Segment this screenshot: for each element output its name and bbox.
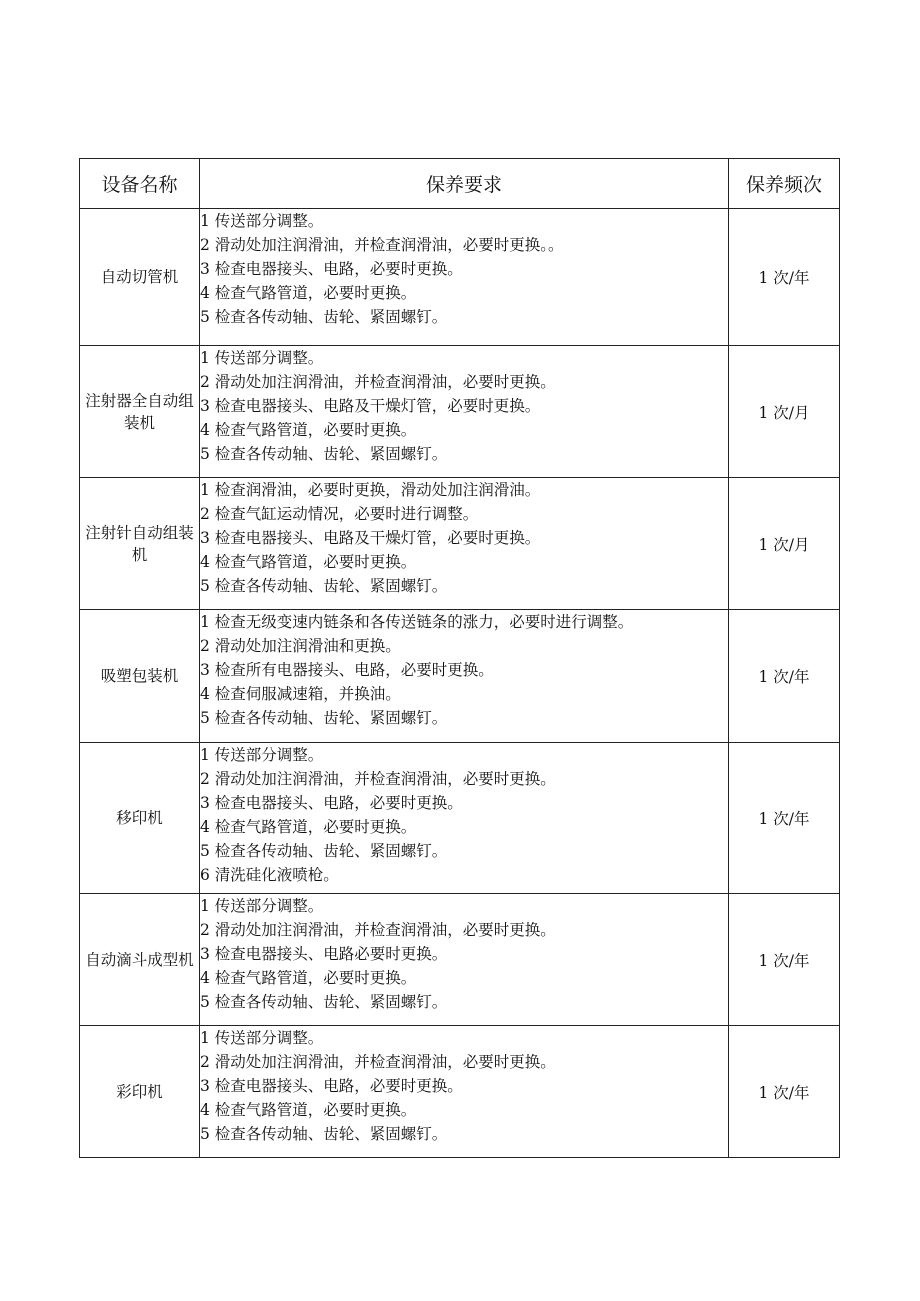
requirement-cell <box>200 209 729 346</box>
table-row <box>80 743 840 894</box>
requirement-item: 1 传送部分调整。 <box>200 746 324 764</box>
header-equipment-name: 设备名称 <box>80 159 200 209</box>
requirement-item: 2 滑动处加注润滑油，并检查润滑油，必要时更换。 <box>200 921 556 939</box>
equipment-name-cell: 注射针自动组装机 <box>80 478 200 610</box>
requirement-item: 2 滑动处加注润滑油，并检查润滑油，必要时更换。 <box>200 770 556 788</box>
requirement-item: 3 检查电器接头、电路，必要时更换。 <box>200 1077 463 1095</box>
requirement-cell <box>200 894 729 1026</box>
requirement-item: 1 传送部分调整。 <box>200 212 324 230</box>
requirement-item: 1 检查润滑油，必要时更换，滑动处加注润滑油。 <box>200 481 541 499</box>
table-row <box>80 1026 840 1158</box>
table-row <box>80 894 840 1026</box>
frequency-cell: 1 次/年 <box>729 1026 840 1158</box>
requirement-item: 4 检查气路管道，必要时更换。 <box>200 818 417 836</box>
requirement-item: 4 检查气路管道，必要时更换。 <box>200 969 417 987</box>
requirement-item: 2 滑动处加注润滑油，并检查润滑油，必要时更换。。 <box>200 236 564 254</box>
requirement-item: 1 传送部分调整。 <box>200 897 324 915</box>
requirement-item: 1 检查无级变速内链条和各传送链条的涨力，必要时进行调整。 <box>200 613 634 631</box>
header-row <box>80 159 840 209</box>
requirement-item: 1 传送部分调整。 <box>200 349 324 367</box>
requirement-item: 6 清洗硅化液喷枪。 <box>200 866 339 884</box>
frequency-cell: 1 次/月 <box>729 346 840 478</box>
requirement-cell <box>200 346 729 478</box>
requirement-item: 2 滑动处加注润滑油，并检查润滑油，必要时更换。 <box>200 373 556 391</box>
frequency-cell: 1 次/年 <box>729 743 840 894</box>
equipment-name-cell: 彩印机 <box>80 1026 200 1158</box>
requirement-item: 3 检查电器接头、电路及干燥灯管，必要时更换。 <box>200 397 541 415</box>
requirement-item: 5 检查各传动轴、齿轮、紧固螺钉。 <box>200 577 448 595</box>
requirement-item: 5 检查各传动轴、齿轮、紧固螺钉。 <box>200 445 448 463</box>
requirement-item: 5 检查各传动轴、齿轮、紧固螺钉。 <box>200 1125 448 1143</box>
requirement-item: 3 检查电器接头、电路，必要时更换。 <box>200 794 463 812</box>
equipment-name-cell: 注射器全自动组装机 <box>80 346 200 478</box>
requirement-item: 3 检查电器接头、电路，必要时更换。 <box>200 260 463 278</box>
maintenance-table <box>79 158 840 1158</box>
table-row <box>80 610 840 743</box>
requirement-item: 4 检查气路管道，必要时更换。 <box>200 553 417 571</box>
header-maintenance-requirement: 保养要求 <box>200 159 729 209</box>
equipment-name-cell: 自动滴斗成型机 <box>80 894 200 1026</box>
frequency-cell: 1 次/年 <box>729 894 840 1026</box>
requirement-cell <box>200 478 729 610</box>
table-row <box>80 346 840 478</box>
requirement-item: 5 检查各传动轴、齿轮、紧固螺钉。 <box>200 308 448 326</box>
requirement-item: 4 检查伺服减速箱，并换油。 <box>200 685 401 703</box>
requirement-item: 5 检查各传动轴、齿轮、紧固螺钉。 <box>200 842 448 860</box>
requirement-item: 5 检查各传动轴、齿轮、紧固螺钉。 <box>200 993 448 1011</box>
requirement-item: 1 传送部分调整。 <box>200 1029 324 1047</box>
requirement-item: 2 检查气缸运动情况，必要时进行调整。 <box>200 505 479 523</box>
table-row <box>80 478 840 610</box>
requirement-cell <box>200 1026 729 1158</box>
equipment-name-cell: 移印机 <box>80 743 200 894</box>
requirement-item: 4 检查气路管道，必要时更换。 <box>200 284 417 302</box>
equipment-name-cell: 吸塑包装机 <box>80 610 200 743</box>
requirement-item: 3 检查电器接头、电路必要时更换。 <box>200 945 448 963</box>
requirement-item: 3 检查电器接头、电路及干燥灯管，必要时更换。 <box>200 529 541 547</box>
table-row <box>80 209 840 346</box>
requirement-item: 2 滑动处加注润滑油和更换。 <box>200 637 401 655</box>
requirement-item: 5 检查各传动轴、齿轮、紧固螺钉。 <box>200 709 448 727</box>
requirement-cell <box>200 743 729 894</box>
frequency-cell: 1 次/月 <box>729 478 840 610</box>
frequency-cell: 1 次/年 <box>729 209 840 346</box>
requirement-item: 4 检查气路管道，必要时更换。 <box>200 421 417 439</box>
frequency-cell: 1 次/年 <box>729 610 840 743</box>
header-maintenance-frequency: 保养频次 <box>729 159 840 209</box>
requirement-item: 3 检查所有电器接头、电路，必要时更换。 <box>200 661 494 679</box>
equipment-name-cell: 自动切管机 <box>80 209 200 346</box>
requirement-cell <box>200 610 729 743</box>
requirement-item: 2 滑动处加注润滑油，并检查润滑油，必要时更换。 <box>200 1053 556 1071</box>
requirement-item: 4 检查气路管道，必要时更换。 <box>200 1101 417 1119</box>
